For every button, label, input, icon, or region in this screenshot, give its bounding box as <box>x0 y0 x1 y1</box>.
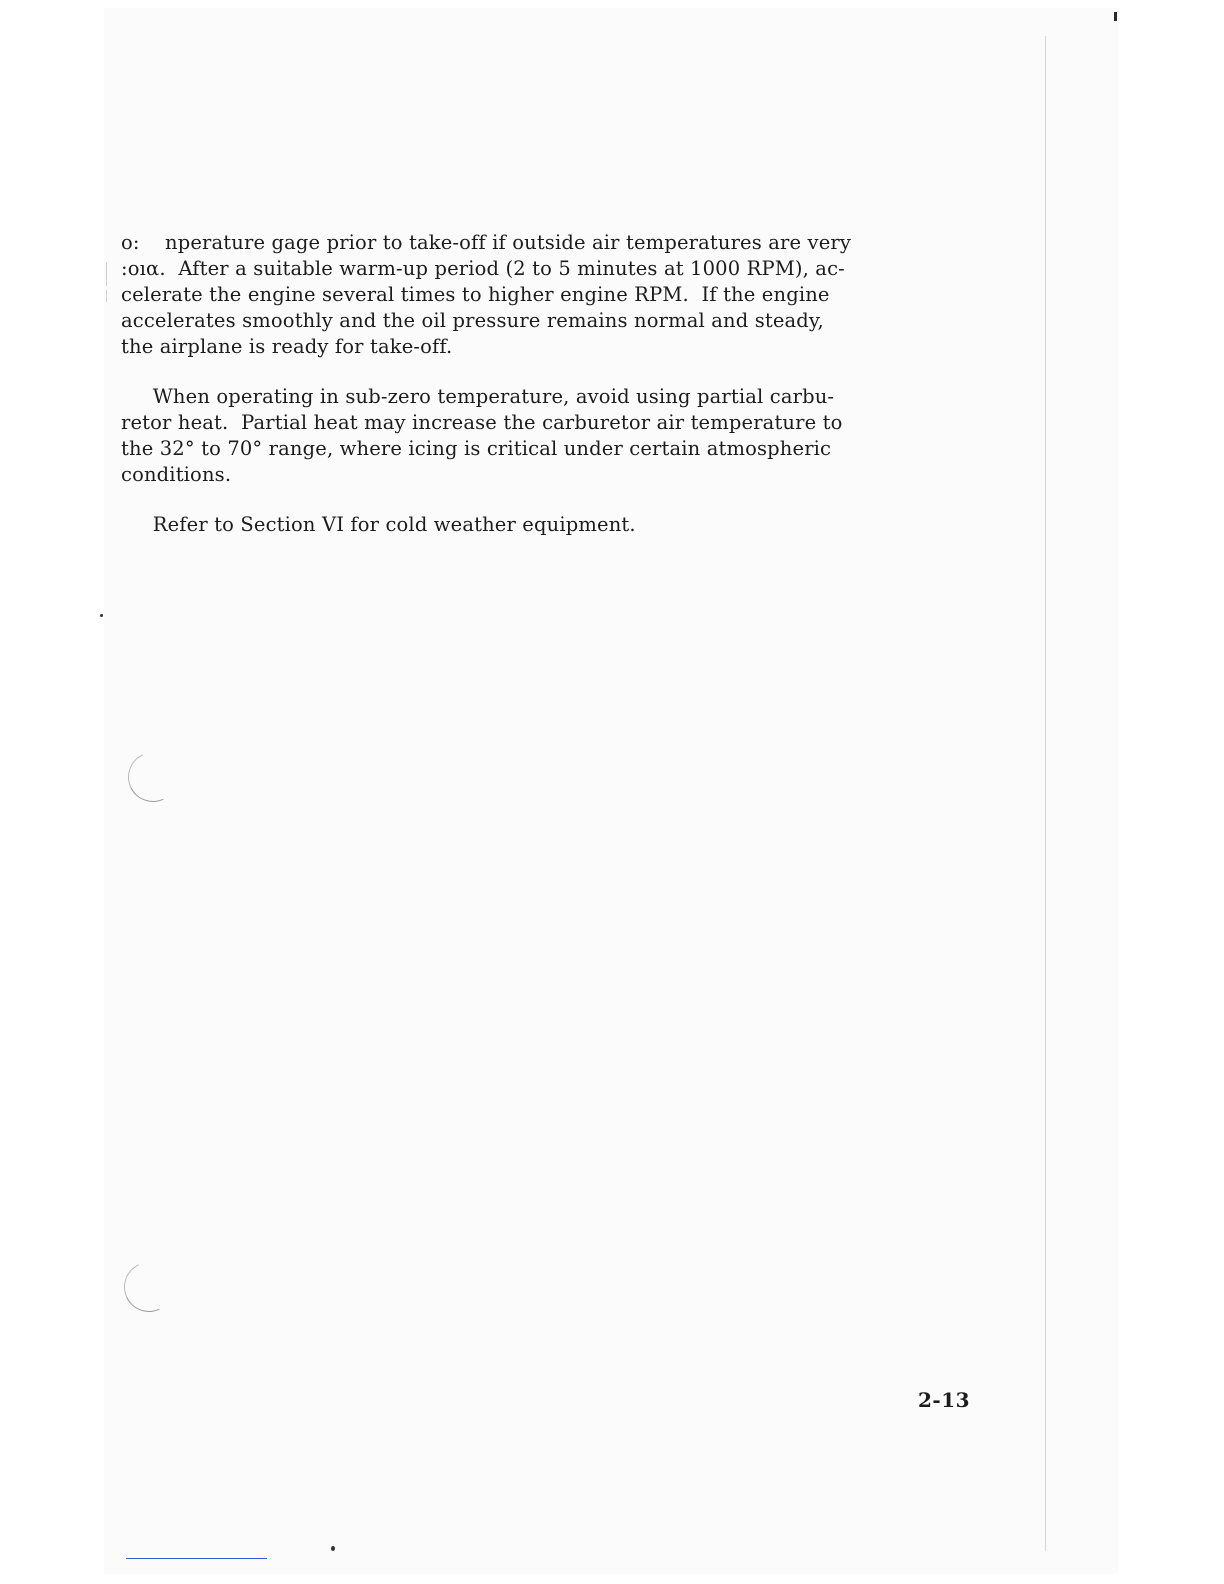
paragraph-spacer <box>121 360 981 384</box>
left-margin-tick <box>106 290 107 302</box>
text-line: conditions. <box>121 463 232 486</box>
text-line: the airplane is ready for take-off. <box>121 335 453 358</box>
paragraph-warm-up <box>121 230 981 360</box>
edge-mark <box>1114 12 1117 21</box>
scan-speck <box>331 1546 335 1551</box>
text-line: :oıα. After a suitable warm-up period (2 to 5 minutes at 1000 RPM), ac- <box>121 257 845 280</box>
paragraph-sub-zero <box>121 384 981 488</box>
page-number: 2-13 <box>918 1388 971 1412</box>
scan-speck <box>100 614 103 617</box>
text-line: retor heat. Partial heat may increase the carburetor air temperature to <box>121 411 843 434</box>
text-line: celerate the engine several times to higher engine RPM. If the engine <box>121 283 830 306</box>
bottom-rule <box>126 1558 267 1559</box>
paragraph-reference <box>121 512 981 538</box>
left-margin-tick <box>106 262 107 286</box>
text-line: When operating in sub-zero temperature, avoid using partial carbu- <box>121 385 835 408</box>
body-text <box>121 230 981 538</box>
paragraph-spacer <box>121 488 981 512</box>
text-line: accelerates smoothly and the oil pressure remains normal and steady, <box>121 309 824 332</box>
right-margin-line <box>1045 36 1046 1551</box>
text-line: Refer to Section VI for cold weather equipment. <box>121 513 636 536</box>
text-line: the 32° to 70° range, where icing is critical under certain atmospheric <box>121 437 832 460</box>
text-line: o: nperature gage prior to take-off if outside air temperatures are very <box>121 231 852 254</box>
